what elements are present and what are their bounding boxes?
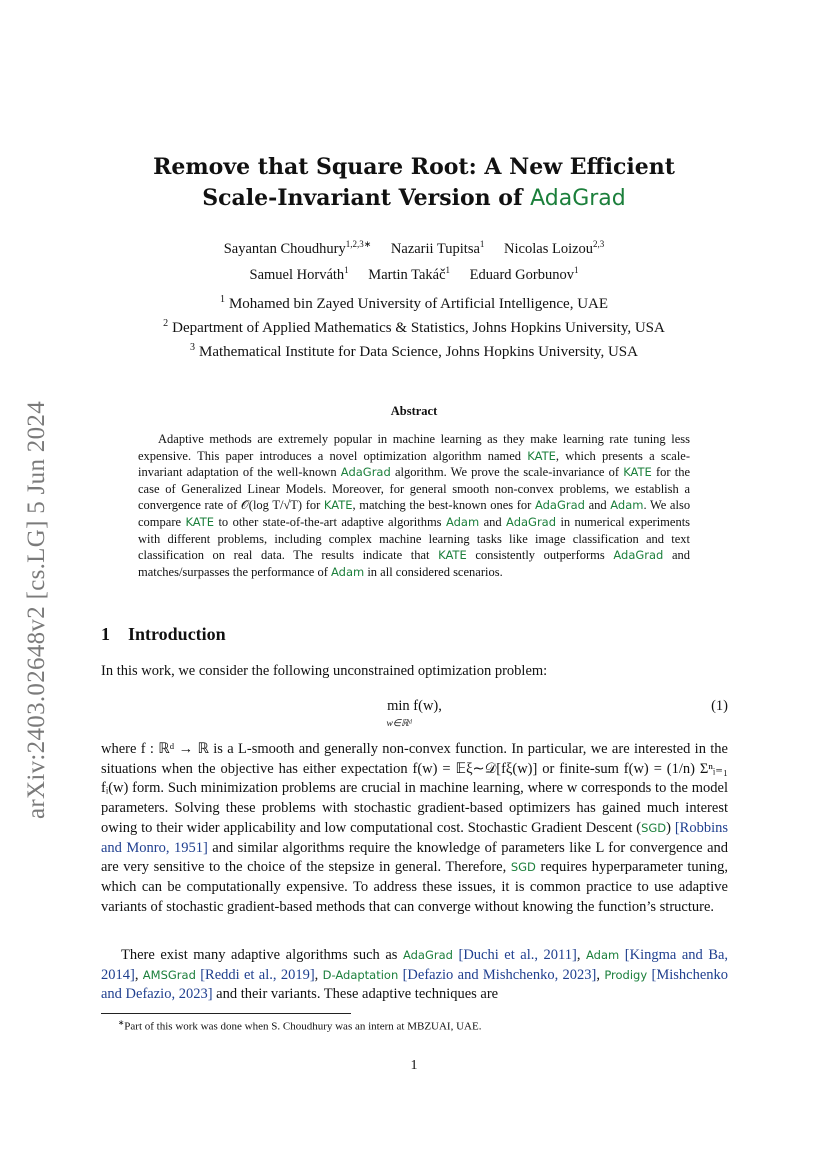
- author: Samuel Horváth$^1$: [249, 264, 349, 283]
- affiliation-list: [0, 290, 828, 362]
- method-sgd: SGD: [641, 820, 667, 835]
- section-heading: [101, 624, 226, 645]
- intro-paragraph-3: There exist many adaptive algorithms such as AdaGrad [Duchi et al., 2011], Adam [Kingma and Ba, 2014], AMSGrad [Reddi et al., 2019], D-Adaptation [Defazio and Mishchenko, 2023], Prodigy [Mishchenko and Defazio, 2023] and their variants. These adaptive techniques are: [101, 947, 729, 1003]
- footnote-divider: [101, 1013, 351, 1014]
- section-number: 1: [101, 624, 110, 644]
- footnote: [118, 1018, 481, 1033]
- method-d-adaptation: D-Adaptation: [322, 967, 399, 982]
- method-adam: Adam: [445, 514, 480, 529]
- equation-expression: min f(w),: [387, 698, 442, 714]
- abstract-heading: Abstract: [390, 404, 438, 418]
- arxiv-identifier: arXiv:2403.02648v2 [cs.LG] 5 Jun 2024: [23, 401, 50, 819]
- paper-title: [0, 152, 828, 214]
- title-line-2-prefix: Scale-Invariant Version of: [202, 185, 523, 211]
- method-adagrad: AdaGrad: [340, 465, 391, 480]
- citation-link[interactable]: [Mishchenko and Defazio, 2023]: [101, 966, 729, 1003]
- method-adagrad: AdaGrad: [534, 498, 585, 513]
- method-adam: Adam: [586, 948, 620, 962]
- author: Nazarii Tupitsa$^1$: [390, 239, 485, 257]
- footnote-mark: ∗: [118, 1018, 125, 1027]
- arxiv-sidebar-stamp: [14, 380, 60, 840]
- author-row-1: [0, 234, 828, 260]
- author: Eduard Gorbunov$^1$: [469, 264, 579, 283]
- equation-number: (1): [711, 698, 728, 714]
- abstract-body: Adaptive methods are extremely popular in machine learning as they make learning rate tuning less expensive. This paper introduces a novel optimization algorithm named KATE, which presents a scale-invariant adaptation of the well-known AdaGrad algorithm. We prove the scale-invariance of KATE for the case of Generalized Linear Models. Moreover, for general smooth non-convex problems, we establish a convergence rate of 𝒪(log T/√T) for KATE, matching the best-known ones for AdaGrad and Adam. We also compare KATE to other state-of-the-art adaptive algorithms Adam and AdaGrad in numerical experiments with different problems, including complex machine learning tasks like image classification and text classification on real data. The results indicate that KATE consistently outperforms AdaGrad and matches/surpasses the performance of Adam in all considered scenarios.: [138, 432, 691, 579]
- affiliation: $^3$ Mathematical Institute for Data Science, Johns Hopkins University, USA: [190, 342, 638, 360]
- section-title: Introduction: [128, 624, 226, 644]
- equation-1: [101, 694, 728, 730]
- method-adagrad: AdaGrad: [613, 548, 664, 563]
- title-line-2: [0, 183, 828, 214]
- convergence-rate: 𝒪(log T/√T): [240, 498, 303, 513]
- method-kate: KATE: [438, 548, 467, 563]
- citation-link[interactable]: [Defazio and Mishchenko, 2023]: [402, 966, 597, 983]
- method-kate: KATE: [527, 448, 556, 463]
- author: Martin Takáč$^1$: [368, 264, 451, 283]
- intro-paragraph-2: where f : ℝᵈ → ℝ is a L-smooth and generally non-convex function. In particular, we are interested in the situations when the objective has either expectation f(w) = 𝔼ξ∼𝒟[fξ(w)] or finite-sum f(w) = (1/n) Σⁿᵢ₌₁ fᵢ(w) form. Such minimization problems are crucial in machine learning, where w corresponds to the model parameters. Solving these problems with stochastic gradient-based optimizers has gained much interest owing to their wider applicability and low computational cost. Stochastic Gradient Descent (SGD) [Robbins and Monro, 1951] and similar algorithms require the knowledge of parameters like L for convergence and are very sensitive to the choice of the stepsize in general. Therefore, SGD requires hyperparameter tuning, which can be computationally expensive. To address these issues, it is common practice to use adaptive variants of stochastic gradient-based methods that can converge without knowing the function’s structure.: [101, 741, 729, 915]
- method-amsgrad: AMSGrad: [142, 967, 196, 982]
- method-sgd: SGD: [510, 860, 536, 875]
- citation-link[interactable]: [Kingma and Ba, 2014]: [101, 947, 729, 983]
- method-kate: KATE: [185, 514, 215, 529]
- affiliation: $^1$ Mohamed bin Zayed University of Artificial Intelligence, UAE: [219, 294, 609, 312]
- method-adagrad: AdaGrad: [402, 948, 453, 962]
- affiliation: $^2$ Department of Applied Mathematics & Statistics, Johns Hopkins University, USA: [163, 318, 665, 336]
- citation-link[interactable]: [Reddi et al., 2019]: [200, 966, 315, 983]
- title-line-1: Remove that Square Root: A New Efficient: [153, 154, 675, 180]
- method-kate: KATE: [623, 465, 652, 480]
- page-number: 1: [410, 1058, 418, 1073]
- method-prodigy: Prodigy: [604, 967, 648, 982]
- method-adagrad: AdaGrad: [506, 514, 557, 529]
- title-method-name: AdaGrad: [530, 186, 626, 211]
- citation-link[interactable]: [Duchi et al., 2011]: [458, 947, 577, 963]
- author: Nicolas Loizou$^{2,3}$: [504, 239, 605, 257]
- method-kate: KATE: [323, 498, 353, 513]
- method-adam: Adam: [330, 564, 365, 579]
- citation-link[interactable]: [Robbins and Monro, 1951]: [101, 819, 729, 856]
- author: Sayantan Choudhury$^{1,2,3∗}$: [223, 239, 372, 257]
- author-row-2: [0, 260, 828, 286]
- intro-paragraph-1: In this work, we consider the following unconstrained optimization problem:: [101, 663, 548, 679]
- author-list: [0, 234, 828, 286]
- footnote-text: Part of this work was done when S. Choudhury was an intern at MBZUAI, UAE.: [124, 1020, 482, 1033]
- equation-subscript: w∈ℝᵈ: [386, 719, 412, 729]
- method-adam: Adam: [610, 498, 644, 513]
